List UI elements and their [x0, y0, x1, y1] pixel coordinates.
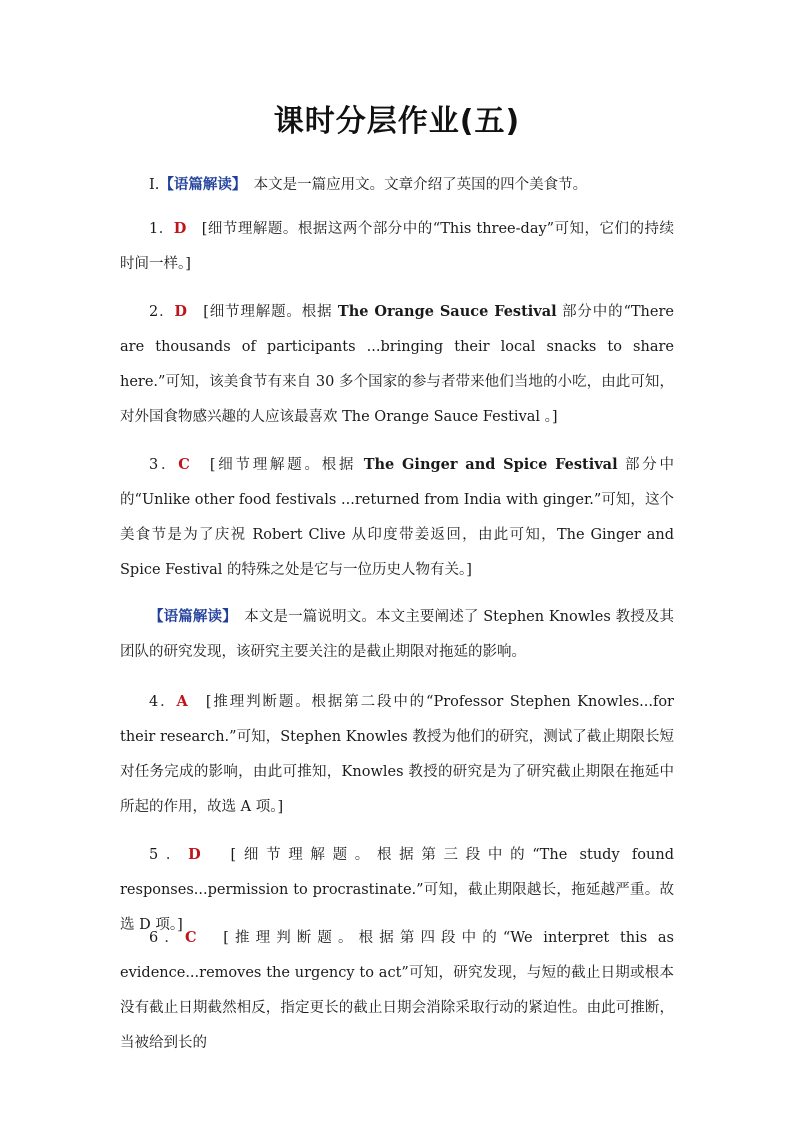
- item-explanation: [推理判断题。根据第四段中的“We interpret this as evidence...removes the urgency to act”可知，研究发现，与短的截止日期或根本没有截止日期截然相反，指定更长的截止日期会消除采取行动的紧迫性。由此可推断，当被给到长的: [120, 930, 675, 1051]
- answer-item-4: [120, 684, 674, 825]
- item-explanation: [推理判断题。根据第二段中的“Professor Stephen Knowles...for their research.”可知，Stephen Knowles 教授为他们的研究，测试了截止期限长短对任务完成的影响，由此可推知，Knowles 教授的研究是为了研究截止期限在拖延中所起的作用，故选 A 项。]: [120, 694, 674, 815]
- item-bold-term: The Orange Sauce Festival: [337, 303, 557, 320]
- item-number: 6．: [149, 930, 185, 946]
- answer-item-2: [120, 294, 674, 435]
- section-label: 【语篇解读】: [159, 177, 240, 193]
- item-number: 2．: [149, 304, 175, 320]
- item-answer: C: [184, 929, 197, 946]
- item-explanation: [细节理解题。根据: [189, 457, 364, 473]
- section-intro-2: [120, 600, 674, 670]
- item-number: 5．: [149, 847, 189, 863]
- answer-item-3: [120, 447, 674, 588]
- item-explanation: [细节理解题。根据: [187, 304, 338, 320]
- item-answer: D: [173, 220, 187, 237]
- item-explanation-cont: 部分中的“Unlike other food festivals ...returned from India with ginger.”可知，这个美食节是为了庆祝 Robert Clive 从印度带姜返回，由此可知，The Ginger and Spice Festival 的特殊之处是它与一位历史人物有关。]: [120, 457, 674, 578]
- item-explanation-cont: 部分中的“There are thousands of participants ...bringing their local snacks to share here.”可知，该美食节有来自 30 多个国家的参与者带来他们当地的小吃，由此可知，对外国食物感兴趣的人应该最喜欢 The Orange Sauce Festival 。]: [120, 304, 674, 425]
- section-label: 【语篇解读】: [149, 609, 230, 625]
- item-explanation: [细节理解题。根据第三段中的“The study found responses...permission to procrastinate.”可知，截止期限越长，拖延越严重。故选 D 项。]: [120, 847, 674, 933]
- answer-item-1: [120, 211, 674, 282]
- section-text: 本文是一篇应用文。文章介绍了英国的四个美食节。: [239, 177, 588, 193]
- item-answer: C: [178, 456, 190, 473]
- item-answer: D: [188, 846, 201, 863]
- answer-item-6: [120, 920, 674, 1061]
- item-answer: D: [174, 303, 187, 320]
- item-explanation: [细节理解题。根据这两个部分中的“This three-day”可知，它们的持续时间一样。]: [120, 221, 674, 272]
- item-number: 1．: [149, 221, 174, 237]
- section-prefix: Ⅰ.: [149, 177, 160, 193]
- item-number: 4．: [149, 694, 177, 710]
- item-number: 3．: [149, 457, 179, 473]
- section-intro-1: [120, 168, 674, 203]
- item-answer: A: [176, 693, 188, 710]
- page-title: 课时分层作业(五): [273, 104, 521, 139]
- item-bold-term: The Ginger and Spice Festival: [363, 456, 618, 473]
- section-text: 本文是一篇说明文。本文主要阐述了 Stephen Knowles 教授及其团队的研究发现，该研究主要关注的是截止期限对拖延的影响。: [120, 609, 674, 660]
